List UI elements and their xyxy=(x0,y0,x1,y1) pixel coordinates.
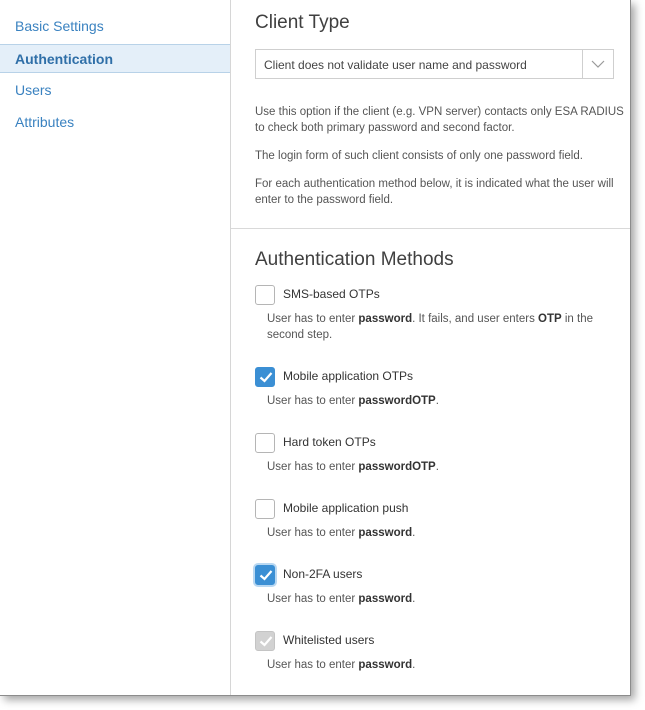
dropdown-toggle[interactable] xyxy=(582,50,613,78)
sidebar-item-basic-settings[interactable]: Basic Settings xyxy=(15,18,104,34)
method-description: User has to enter password. xyxy=(267,527,416,539)
client-type-selected-value: Client does not validate user name and password xyxy=(264,58,527,72)
method-description: User has to enter password. xyxy=(267,593,416,605)
method-label: Hard token OTPs xyxy=(283,435,376,449)
client-type-heading: Client Type xyxy=(255,12,350,33)
mobile-app-push-checkbox[interactable] xyxy=(255,499,275,519)
checkmark-icon xyxy=(259,569,273,581)
whitelisted-users-checkbox xyxy=(255,631,275,651)
sms-otps-checkbox[interactable] xyxy=(255,285,275,305)
method-label: Non-2FA users xyxy=(283,567,363,581)
non-2fa-users-checkbox[interactable] xyxy=(255,565,275,585)
method-label: SMS-based OTPs xyxy=(283,287,380,301)
sidebar-item-users[interactable]: Users xyxy=(15,82,52,98)
main-panel xyxy=(231,0,630,695)
client-type-description-3: For each authentication method below, it is indicated what the user will enter to the password field. xyxy=(255,178,614,206)
method-label: Mobile application OTPs xyxy=(283,369,414,383)
authentication-methods-heading: Authentication Methods xyxy=(255,249,454,270)
method-description: User has to enter passwordOTP. xyxy=(267,395,439,407)
method-description: User has to enter password. It fails, and user enters OTP in the second step. xyxy=(267,313,593,341)
sidebar xyxy=(0,0,231,695)
method-label: Mobile application push xyxy=(283,501,409,515)
sidebar-item-attributes[interactable]: Attributes xyxy=(15,114,75,130)
client-type-select[interactable] xyxy=(255,49,614,79)
client-type-description-1: Use this option if the client (e.g. VPN server) contacts only ESA RADIUS to check both primary password and second factor. xyxy=(255,106,624,134)
section-divider xyxy=(231,228,630,229)
sidebar-item-authentication[interactable]: Authentication xyxy=(0,44,230,73)
checkmark-icon xyxy=(259,635,273,647)
method-description: User has to enter password. xyxy=(267,659,416,671)
chevron-down-icon xyxy=(591,60,605,68)
client-type-description-2: The login form of such client consists of only one password field. xyxy=(255,150,583,162)
mobile-app-otps-checkbox[interactable] xyxy=(255,367,275,387)
method-label: Whitelisted users xyxy=(283,633,375,647)
checkmark-icon xyxy=(259,371,273,383)
method-description: User has to enter passwordOTP. xyxy=(267,461,439,473)
hard-token-otps-checkbox[interactable] xyxy=(255,433,275,453)
